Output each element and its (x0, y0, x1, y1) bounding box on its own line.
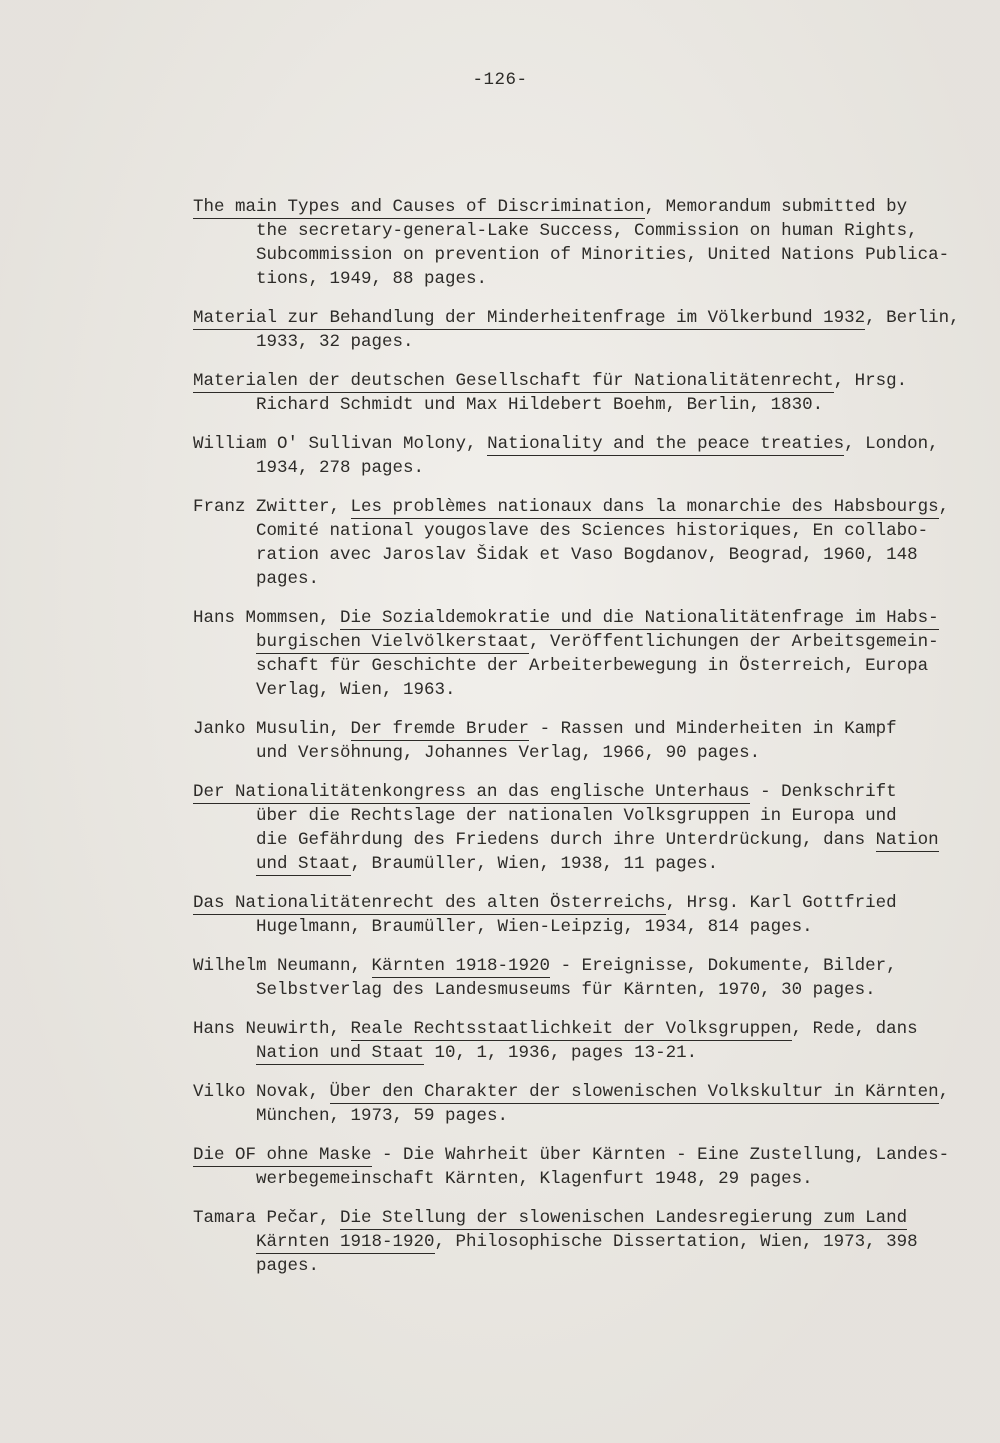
entry-line (256, 804, 973, 828)
entry-line (256, 915, 973, 939)
entry-title-underlined: burgischen Vielvölkerstaat (256, 632, 530, 652)
entry-line (256, 1104, 973, 1128)
entry-text: , Berlin, (865, 308, 960, 328)
entry-line (256, 1041, 973, 1065)
bibliography-entry (193, 606, 973, 702)
entry-line (193, 1017, 973, 1041)
entry-text: , Veröffentlichungen der Arbeitsgemein- (529, 632, 939, 652)
entry-text: , Memorandum submitted by (644, 197, 908, 217)
entry-line (256, 567, 973, 591)
entry-text: the secretary-general-Lake Success, Commission on human Rights, (256, 221, 918, 241)
entry-title-underlined: Der Nationalitätenkongress an das englische Unterhaus (193, 782, 750, 802)
bibliography-entry (193, 195, 973, 291)
entry-line (193, 369, 973, 393)
entry-text: Vilko Novak, (193, 1082, 330, 1102)
entry-title-underlined: Der fremde Bruder (350, 719, 530, 739)
entry-title-underlined: Nation (875, 830, 939, 850)
entry-text: Subcommission on prevention of Minorities, United Nations Publica- (256, 245, 950, 265)
entry-line (256, 219, 973, 243)
entry-line (256, 267, 973, 291)
bibliography-entry (193, 369, 973, 417)
entry-text: - Rassen und Minderheiten in Kampf (529, 719, 897, 739)
entry-text: Comité national yougoslave des Sciences historiques, En collabo- (256, 521, 929, 541)
entry-text: ration avec Jaroslav Šidak et Vaso Bogdanov, Beograd, 1960, 148 (256, 545, 918, 565)
entry-line (256, 1254, 973, 1278)
entry-text: 1933, 32 pages. (256, 332, 414, 352)
entry-title-underlined: Material zur Behandlung der Minderheitenfrage im Völkerbund 1932 (193, 308, 866, 328)
entry-text: Hans Neuwirth, (193, 1019, 351, 1039)
entry-text: pages. (256, 1256, 320, 1276)
entry-text: Hans Mommsen, (193, 608, 341, 628)
entry-text: , Braumüller, Wien, 1938, 11 pages. (350, 854, 719, 874)
entry-text: tions, 1949, 88 pages. (256, 269, 488, 289)
entry-text: München, 1973, 59 pages. (256, 1106, 509, 1126)
entry-line (193, 432, 973, 456)
bibliography-entry (193, 717, 973, 765)
entry-line (256, 828, 973, 852)
entry-text: Franz Zwitter, (193, 497, 351, 517)
entry-line (256, 519, 973, 543)
bibliography-list (193, 195, 973, 1293)
entry-text: über die Rechtslage der nationalen Volksgruppen in Europa und (256, 806, 897, 826)
entry-text: Wilhelm Neumann, (193, 956, 372, 976)
entry-text: - Die Wahrheit über Kärnten - Eine Zustellung, Landes- (371, 1145, 950, 1165)
entry-line (193, 954, 973, 978)
entry-line (193, 780, 973, 804)
entry-text: William O' Sullivan Molony, (193, 434, 488, 454)
bibliography-entry (193, 954, 973, 1002)
entry-text: die Gefährdung des Friedens durch ihre Unterdrückung, dans (256, 830, 876, 850)
entry-text: , Hrsg. Karl Gottfried (665, 893, 897, 913)
entry-text: Tamara Pečar, (193, 1208, 341, 1228)
bibliography-entry (193, 306, 973, 354)
entry-title-underlined: Das Nationalitätenrecht des alten Österreichs (193, 893, 666, 913)
entry-title-underlined: Nation und Staat (256, 1043, 425, 1063)
entry-text: Verlag, Wien, 1963. (256, 680, 456, 700)
entry-title-underlined: Nationality and the peace treaties (487, 434, 845, 454)
entry-text: werbegemeinschaft Kärnten, Klagenfurt 1948, 29 pages. (256, 1169, 813, 1189)
entry-line (256, 393, 973, 417)
entry-title-underlined: Über den Charakter der slowenischen Volkskultur in Kärnten (329, 1082, 939, 1102)
entry-title-underlined: Die Sozialdemokratie und die Nationalitätenfrage im Habs- (340, 608, 939, 628)
entry-title-underlined: Reale Rechtsstaatlichkeit der Volksgruppen (350, 1019, 792, 1039)
entry-line (256, 330, 973, 354)
entry-line (256, 630, 973, 654)
entry-text: Selbstverlag des Landesmuseums für Kärnten, 1970, 30 pages. (256, 980, 876, 1000)
entry-title-underlined: Kärnten 1918-1920 (256, 1232, 435, 1252)
entry-line (256, 741, 973, 765)
entry-text: Hugelmann, Braumüller, Wien-Leipzig, 1934, 814 pages. (256, 917, 813, 937)
entry-line (193, 1143, 973, 1167)
page-number: -126- (472, 70, 528, 90)
entry-line (193, 495, 973, 519)
entry-line (256, 456, 973, 480)
entry-text: , Hrsg. (833, 371, 908, 391)
entry-text: - Ereignisse, Dokumente, Bilder, (550, 956, 897, 976)
entry-line (193, 1206, 973, 1230)
entry-line (193, 606, 973, 630)
entry-text: , Rede, dans (791, 1019, 918, 1039)
entry-title-underlined: Kärnten 1918-1920 (371, 956, 551, 976)
entry-text: pages. (256, 569, 320, 589)
entry-text: , London, (844, 434, 939, 454)
entry-line (256, 543, 973, 567)
entry-text: 1934, 278 pages. (256, 458, 425, 478)
entry-line (193, 891, 973, 915)
entry-title-underlined: Les problèmes nationaux dans la monarchie des Habsbourgs (350, 497, 939, 517)
entry-line (193, 717, 973, 741)
entry-text: Janko Musulin, (193, 719, 351, 739)
entry-title-underlined: und Staat (256, 854, 351, 874)
entry-title-underlined: Die OF ohne Maske (193, 1145, 372, 1165)
entry-text: , (938, 1082, 950, 1102)
entry-text: 10, 1, 1936, pages 13-21. (424, 1043, 698, 1063)
bibliography-entry (193, 1143, 973, 1191)
entry-line (256, 243, 973, 267)
entry-text: , (938, 497, 950, 517)
entry-text: , Philosophische Dissertation, Wien, 1973, 398 (434, 1232, 918, 1252)
entry-line (193, 306, 973, 330)
entry-title-underlined: The main Types and Causes of Discrimination (193, 197, 645, 217)
bibliography-entry (193, 780, 973, 876)
bibliography-entry (193, 891, 973, 939)
entry-line (193, 195, 973, 219)
entry-line (256, 978, 973, 1002)
bibliography-entry (193, 432, 973, 480)
bibliography-entry (193, 1206, 973, 1278)
entry-text: - Denkschrift (749, 782, 897, 802)
bibliography-entry (193, 1080, 973, 1128)
entry-text: Richard Schmidt und Max Hildebert Boehm, Berlin, 1830. (256, 395, 824, 415)
entry-title-underlined: Materialen der deutschen Gesellschaft für Nationalitätenrecht (193, 371, 834, 391)
entry-line (256, 852, 973, 876)
entry-line (256, 678, 973, 702)
entry-text: schaft für Geschichte der Arbeiterbewegung in Österreich, Europa (256, 656, 929, 676)
entry-line (256, 654, 973, 678)
entry-text: und Versöhnung, Johannes Verlag, 1966, 90 pages. (256, 743, 761, 763)
entry-line (256, 1167, 973, 1191)
bibliography-entry (193, 495, 973, 591)
bibliography-entry (193, 1017, 973, 1065)
entry-line (193, 1080, 973, 1104)
entry-line (256, 1230, 973, 1254)
entry-title-underlined: Die Stellung der slowenischen Landesregierung zum Land (340, 1208, 908, 1228)
